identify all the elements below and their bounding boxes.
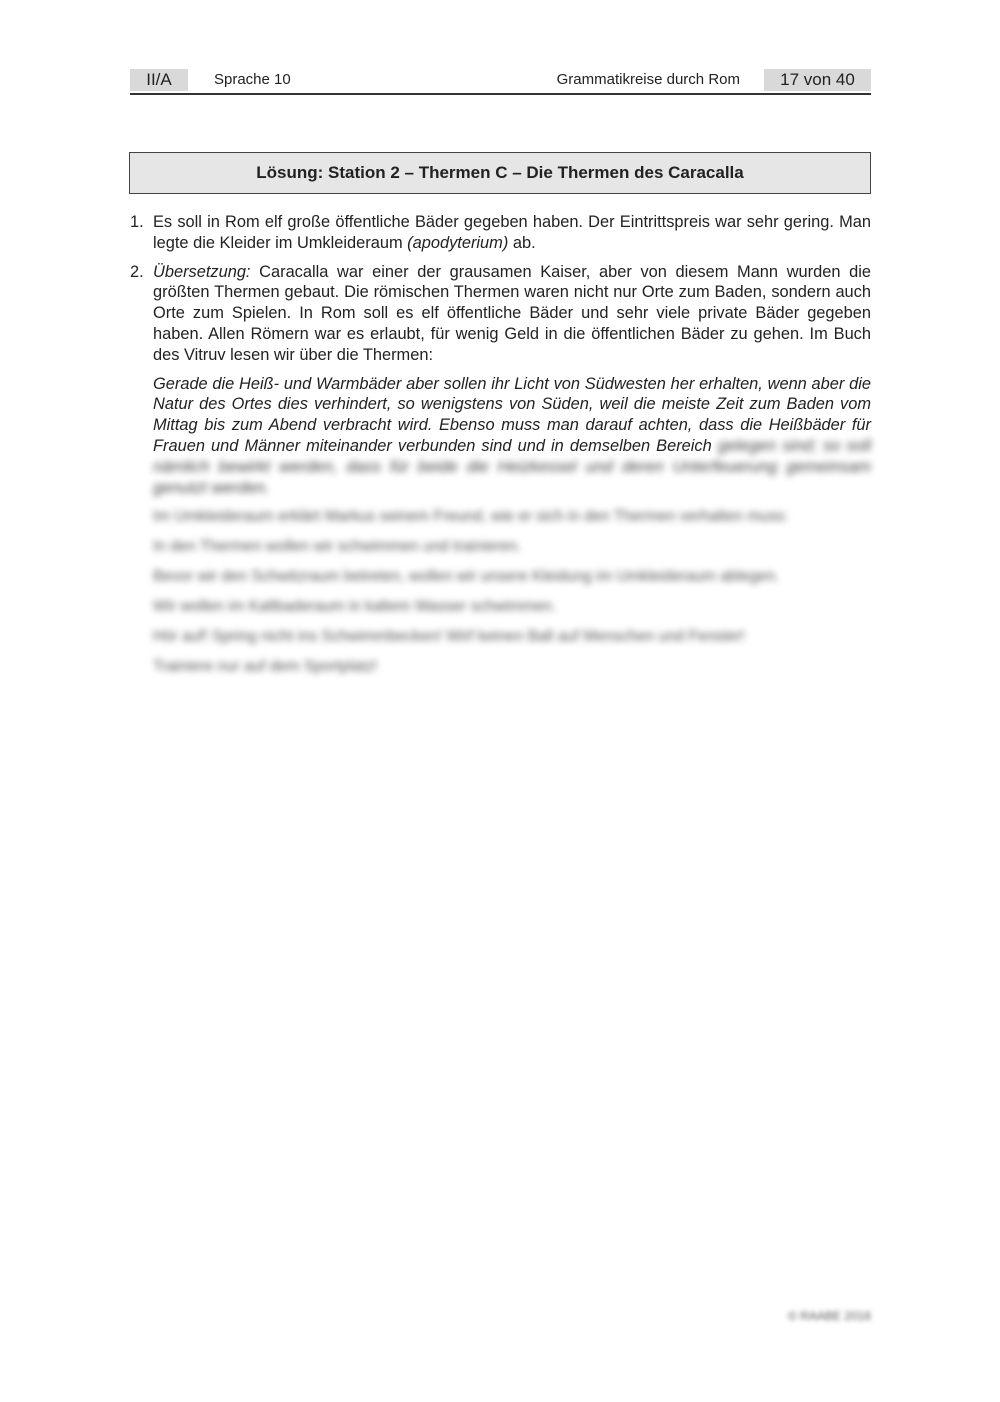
quote-visible: Gerade die Heiß- und Warmbäder aber sollen ihr Licht von Südwesten her erhalten, wenn aber die Natur des Ortes dies verhindert, so wenigstens von Süden, weil die meiste Zeit zum Baden vom Mittag bis zum Abend verbracht wird. Ebenso muss man darauf achten, dass die Heißbäder für Frauen und Männer miteinander verbunden sind und in demselben Bereich [153,374,871,455]
quote-blurred: gelegen sind; so soll nämlich bewirkt werden, dass für beide die Heizkessel und deren Unterfeuerung gemeinsam genutzt werden. [153,436,871,497]
vitruv-quote [153,374,871,499]
document-title: Grammatikreise durch Rom [556,71,740,88]
page-number: 17 von 40 [764,69,871,91]
page-header [130,67,871,95]
blurred-line: Bevor wir den Schwitzraum betreten, wollen wir unsere Kleidung im Umkleideraum ablegen. [153,568,780,586]
item-text [153,262,871,366]
item-text-part: ab. [508,233,536,252]
item-text [153,212,871,254]
item-text-part: Es soll in Rom elf große öffentliche Bäder gegeben haben. Der Eintrittspreis war sehr gering. Man legte die Kleider im Umkleideraum [153,213,871,252]
blurred-line: Hör auf! Spring nicht ins Schwimmbecken! Wirf keinen Ball auf Menschen und Fenster! [153,628,745,646]
translation-text: Caracalla war einer der grausamen Kaiser, aber von diesem Mann wurden die größten Thermen gebaut. Die römischen Thermen waren nicht nur Orte zum Baden, sondern auch Orte zum Spielen. In Rom soll es elf öffentliche Bäder und sehr viele private Bäder gegeben haben. Allen Römern war es erlaubt, für wenig Geld in die öffentlichen Bäder zu gehen. Im Buch des Vitruv lesen wir über die Thermen: [153,262,871,364]
blurred-line: Im Umkleideraum erklärt Markus seinem Freund, wie er sich in den Thermen verhalten muss: [153,508,789,526]
solution-title: Lösung: Station 2 – Thermen C – Die Thermen des Caracalla [129,152,871,194]
translation-label: Übersetzung: [153,262,251,281]
blurred-solutions [153,507,871,678]
item-number: 2. [130,262,144,281]
subject-label: Sprache 10 [214,71,291,88]
document-body [130,212,871,687]
item-number: 1. [130,213,144,231]
blurred-line: Trainiere nur auf dem Sportplatz! [153,658,378,676]
list-item [130,212,871,254]
blurred-line: Wir wollen im Kaltbaderaum in kaltem Wasser schwimmen. [153,598,557,616]
blurred-line: In den Thermen wollen wir schwimmen und trainieren. [153,538,522,556]
item-text-italic: (apodyterium) [407,233,509,252]
copyright-footer: © RAABE 2016 [788,1309,871,1323]
list-item [130,262,871,366]
section-label: II/A [130,69,188,91]
